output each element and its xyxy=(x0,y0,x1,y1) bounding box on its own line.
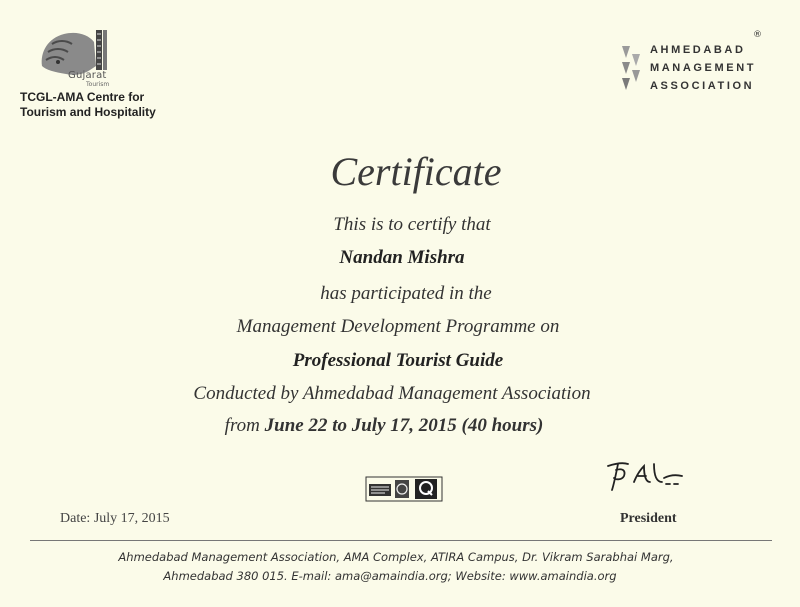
certificate-title: Certificate xyxy=(330,149,502,194)
ama-name-line-3: ASSOCIATION xyxy=(650,80,755,92)
org-name-line-2: Tourism and Hospitality xyxy=(20,105,156,119)
ama-name-line-2: MANAGEMENT xyxy=(650,62,757,74)
issue-date: Date: July 17, 2015 xyxy=(60,511,170,526)
recipient-name: Nandan Mishra xyxy=(339,247,465,268)
ama-name-line-1: AHMEDABAD xyxy=(650,44,746,56)
dates-prefix: from xyxy=(224,415,260,436)
brand-gujarat: Gujarat xyxy=(68,70,107,81)
address-line-1: Ahmedabad Management Association, AMA Complex, ATIRA Campus, Dr. Vikram Sarabhai Marg, xyxy=(118,550,674,564)
certify-line: This is to certify that xyxy=(333,214,491,235)
conducted-line: Conducted by Ahmedabad Management Association xyxy=(193,383,591,404)
iso-certification-icon xyxy=(365,474,445,504)
course-name: Professional Tourist Guide xyxy=(292,350,504,371)
dates-range: June 22 to July 17, 2015 (40 hours) xyxy=(264,415,544,436)
signatory-title: President xyxy=(620,511,677,526)
programme-line: Management Development Programme on xyxy=(236,316,560,337)
ama-logo-icon xyxy=(620,44,646,94)
brand-tourism: Tourism xyxy=(86,81,110,88)
footer-divider xyxy=(30,540,772,541)
address-line-2: Ahmedabad 380 015. E-mail: ama@amaindia.org; Website: www.amaindia.org xyxy=(163,569,617,583)
registered-mark: ® xyxy=(753,30,762,40)
org-name-line-1: TCGL-AMA Centre for xyxy=(20,90,145,104)
signature-icon xyxy=(604,458,686,498)
programme-dates xyxy=(0,415,784,437)
participated-line: has participated in the xyxy=(320,283,492,304)
